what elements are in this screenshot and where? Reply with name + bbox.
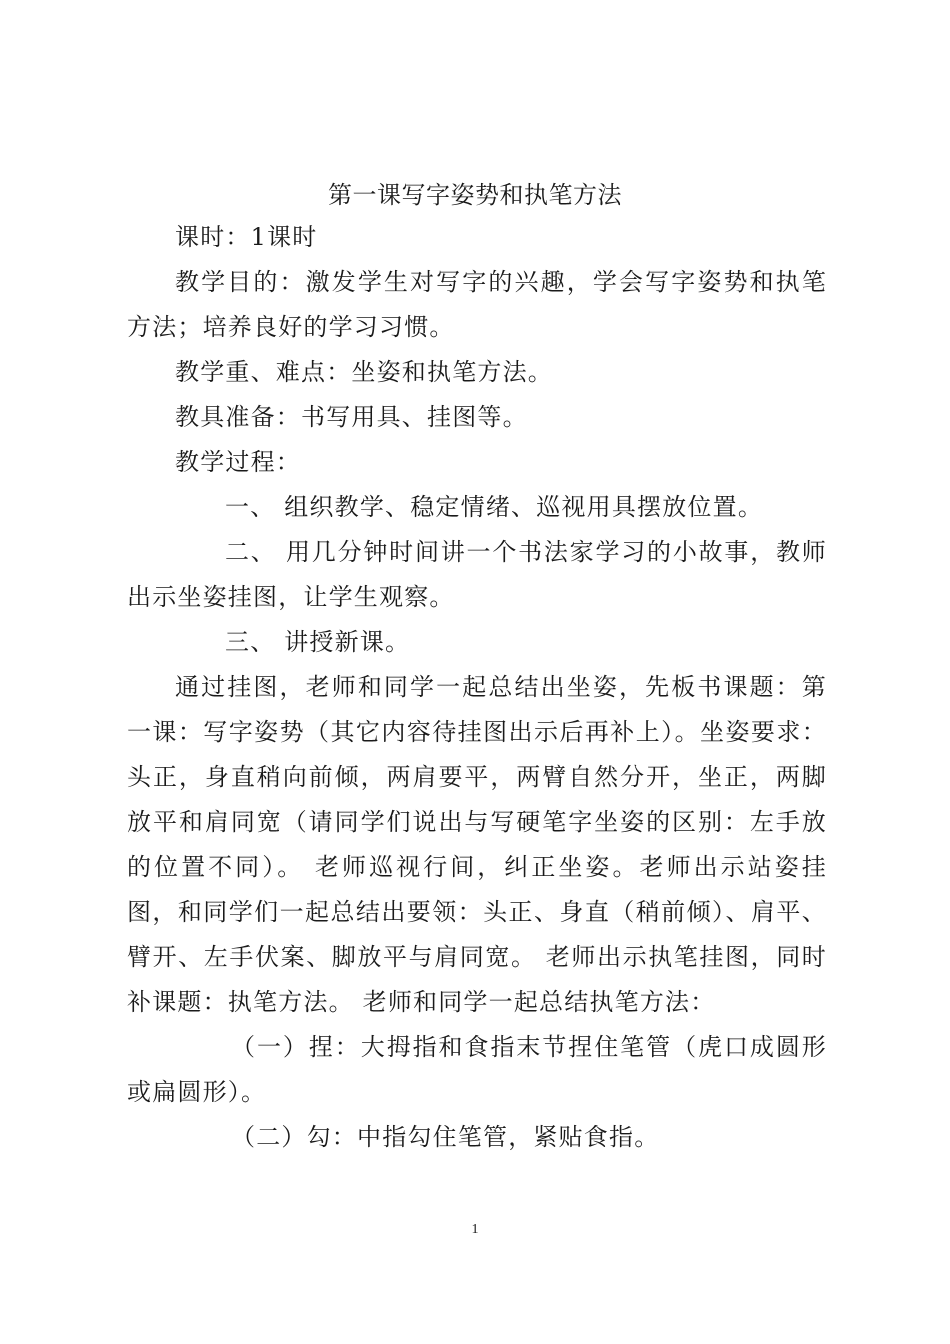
grip-step-1: （一）捏：大拇指和食指末节捏住笔管（虎口成圆形或扁圆形）。 [127,1033,827,1106]
document-title: 第一课写字姿势和执笔方法 [328,181,622,209]
process-step-1: 一、 组织教学、稳定情绪、巡视用具摆放位置。 [225,493,764,521]
process-step-3: 三、 讲授新课。 [225,628,411,656]
key-points: 教学重、难点：坐姿和执笔方法。 [175,358,553,386]
page-number: 1 [471,1222,479,1237]
sitting-posture-paragraph: 通过挂图，老师和同学一起总结出坐姿，先板书课题：第一课：写字姿势（其它内容待挂图出示后再补上）。坐姿要求：头正，身直稍向前倾，两肩要平，两臂自然分开，坐正，两脚放平和肩同宽（请同学们说出与写硬笔字坐姿的区别：左手放的位置不同）。 老师巡视行间，纠正坐姿。老师出示站姿挂图，和同学们一起总结出要领：头正、身直（稍前倾）、肩平、臂开、左手伏案、脚放平与肩同宽。 老师出示执笔挂图，同时补课题：执笔方法。 老师和同学一起总结执笔方法： [127,673,827,1016]
teaching-process-heading: 教学过程： [175,448,301,476]
teaching-objective: 教学目的：激发学生对写字的兴趣，学会写字姿势和执笔方法；培养良好的学习习惯。 [127,268,827,341]
lesson-hours: 课时：1课时 [175,223,318,251]
process-step-2: 二、 用几分钟时间讲一个书法家学习的小故事，教师出示坐姿挂图，让学生观察。 [127,538,827,611]
teaching-aids: 教具准备：书写用具、挂图等。 [175,403,528,431]
grip-step-2: （二）勾：中指勾住笔管，紧贴食指。 [231,1123,660,1151]
document-body [127,215,827,1160]
